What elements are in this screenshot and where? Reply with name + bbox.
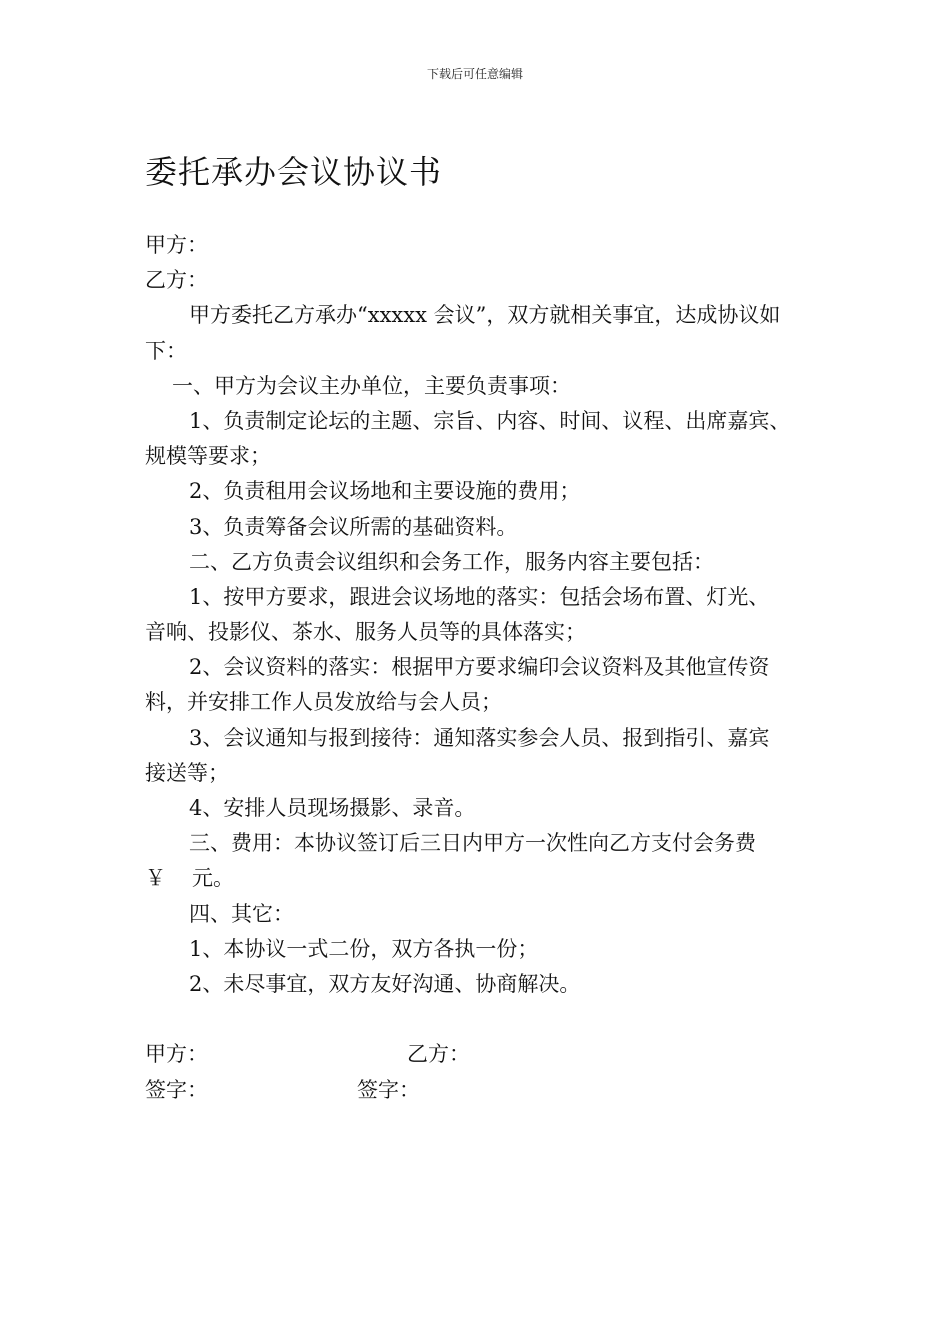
section-4-heading: 四、其它： <box>189 901 294 926</box>
intro-line-1: 甲方委托乙方承办“xxxxx 会议”，双方就相关事宜，达成协议如 <box>189 303 781 328</box>
section-3-fee-line: 三、费用：本协议签订后三日内甲方一次性向乙方支付会务费 <box>189 831 756 856</box>
currency-unit: 元。 <box>192 866 234 891</box>
header-note: 下载后可任意编辑 <box>426 67 523 81</box>
signature-party-a: 甲方： <box>145 1042 208 1067</box>
section-2-heading: 二、乙方负责会议组织和会务工作，服务内容主要包括： <box>189 549 714 574</box>
signature-sign-a: 签字： <box>145 1077 208 1102</box>
intro-line-2: 下： <box>145 338 187 363</box>
currency-symbol: ￥ <box>145 866 166 891</box>
section-4-item-1: 1、本协议一式二份，双方各执一份； <box>189 936 539 961</box>
party-b-label: 乙方： <box>145 268 208 293</box>
party-a-label: 甲方： <box>145 233 208 257</box>
signature-sign-row <box>145 1073 825 1108</box>
section-2-item-1-line-2: 音响、投影仪、茶水、服务人员等的具体落实； <box>145 620 586 645</box>
section-2-item-3-line-2: 接送等； <box>145 760 229 785</box>
section-2-item-1-line-1: 1、按甲方要求，跟进会议场地的落实：包括会场布置、灯光、 <box>189 584 770 609</box>
document-body <box>145 228 825 1108</box>
section-1-item-2: 2、负责租用会议场地和主要设施的费用； <box>189 479 581 504</box>
section-4-item-2: 2、未尽事宜，双方友好沟通、协商解决。 <box>189 971 581 996</box>
spacer <box>145 1002 825 1037</box>
section-2-item-4: 4、安排人员现场摄影、录音。 <box>189 796 476 820</box>
section-3-amount-line <box>145 861 825 896</box>
document-title: 委托承办会议协议书 <box>145 153 443 191</box>
section-1-item-3: 3、负责筹备会议所需的基础资料。 <box>189 514 518 539</box>
section-2-item-3-line-1: 3、会议通知与报到接待：通知落实参会人员、报到指引、嘉宾 <box>189 725 770 750</box>
section-1-item-1-line-1: 1、负责制定论坛的主题、宗旨、内容、时间、议程、出席嘉宾、 <box>189 408 791 433</box>
section-1-item-1-line-2: 规模等要求； <box>145 444 271 469</box>
signature-parties-row <box>145 1037 825 1072</box>
signature-party-b: 乙方： <box>407 1042 470 1067</box>
section-1-heading: 一、甲方为会议主办单位，主要负责事项： <box>172 373 571 398</box>
signature-sign-b: 签字： <box>357 1077 420 1102</box>
section-2-item-2-line-2: 料，并安排工作人员发放给与会人员； <box>145 690 502 715</box>
section-2-item-2-line-1: 2、会议资料的落实：根据甲方要求编印会议资料及其他宣传资 <box>189 655 770 680</box>
